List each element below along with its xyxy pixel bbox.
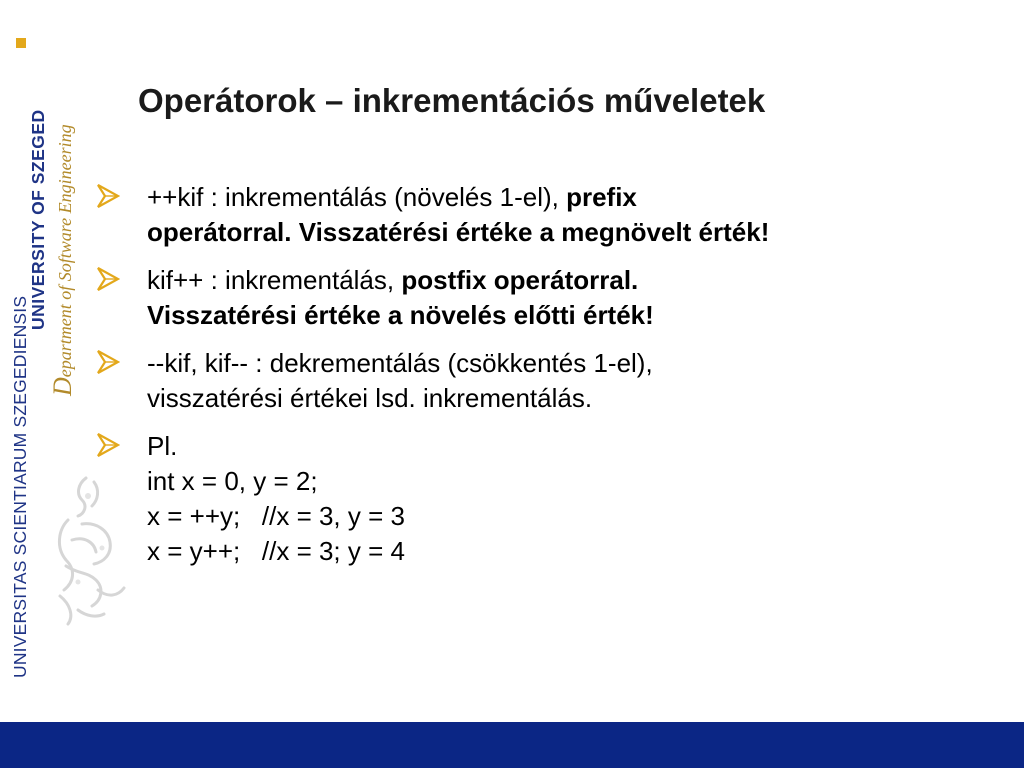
bullet-bold-line: Visszatérési értéke a növelés előtti érték! (147, 300, 654, 330)
bullet-item (96, 346, 976, 416)
slide-content (96, 180, 976, 582)
bullet-item (96, 429, 976, 569)
bullet-bold-text: postfix operátorral. (401, 265, 639, 295)
code-line: int x = 0, y = 2; (147, 466, 318, 496)
code-line: x = y++; //x = 3; y = 4 (147, 536, 405, 566)
bullet-line (147, 263, 976, 298)
code-line: x = ++y; //x = 3, y = 3 (147, 501, 405, 531)
bullet-line: Pl. (147, 431, 178, 461)
bullet-item (96, 263, 976, 333)
arrow-bullet-icon (96, 182, 120, 210)
arrow-bullet-icon (96, 348, 120, 376)
department-name (48, 124, 78, 396)
corner-accent-square (16, 38, 26, 48)
university-name: UNIVERSITY OF SZEGED (28, 109, 48, 330)
bullet-line (147, 180, 976, 215)
university-latin-name: UNIVERSITAS SCIENTIARUM SZEGEDIENSIS (10, 295, 30, 678)
bullet-item (96, 180, 976, 250)
bullet-line: visszatérési értékei lsd. inkrementálás. (147, 383, 593, 413)
slide-title: Operátorok – inkrementációs műveletek (138, 82, 766, 119)
arrow-bullet-icon (96, 265, 120, 293)
footer-bar (0, 722, 1024, 768)
department-initial: D (48, 377, 77, 396)
bullet-bold-text: prefix (566, 182, 637, 212)
bullet-bold-line: operátorral. Visszatérési értéke a megnövelt érték! (147, 217, 770, 247)
arrow-bullet-icon (96, 431, 120, 459)
department-name-rest: epartment of Software Engineering (55, 124, 75, 378)
bullet-text: kif++ : inkrementálás, (147, 265, 402, 295)
bullet-text: ++kif : inkrementálás (növelés 1-el), (147, 182, 567, 212)
bullet-line: --kif, kif-- : dekrementálás (csökkentés 1-el), (147, 348, 653, 378)
